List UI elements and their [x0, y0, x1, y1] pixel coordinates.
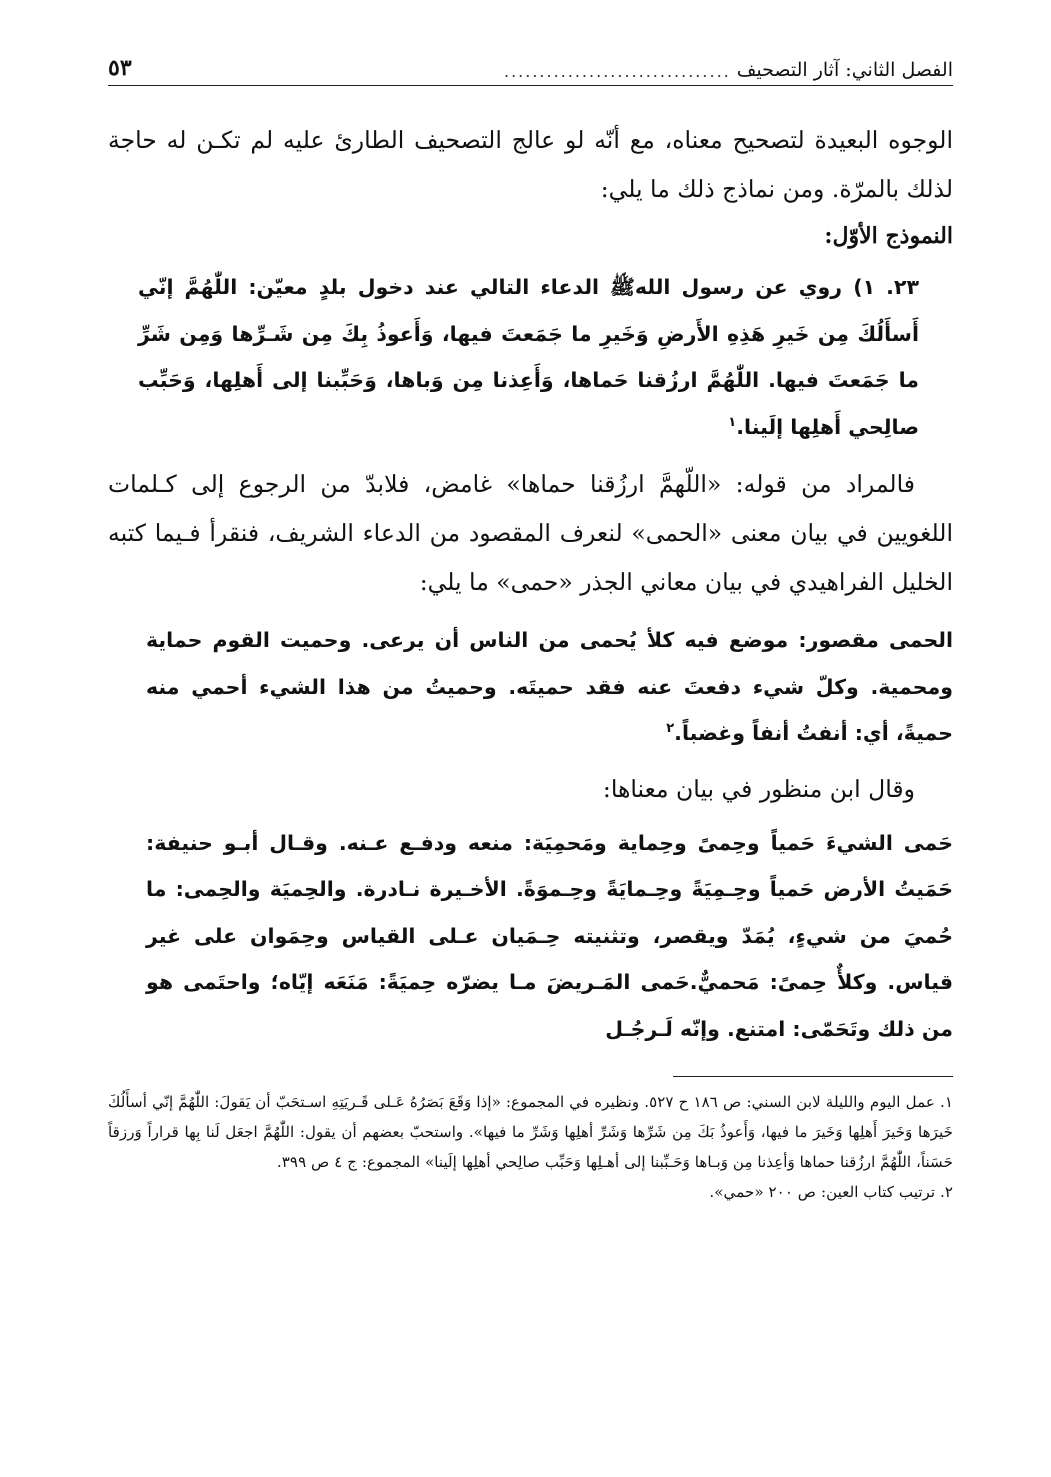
ibn-manzur-quote: حَمى الشيءَ حَمياً وحِمىً وحِماية ومَحمِيَة: منعه ودفـع عـنه. وقـال أبـو حنيفة: حَمَيتُ الأرض حَمياً وحِـمِيَةً وحِـمايَةً وحِـموَةً. الأخـيرة نـادرة. والحِميَة والحِمى: ما حُميَ من شيءٍ، يُمَدّ ويقصر، وتثنيته حِـمَيان عـلى القياس وحِمَوان على غير قياس. وكلأٌ حِمىً: مَحميٌّ.حَمى المَـريضَ مـا يضرّه حِميَةً: مَنَعَه إيّاه؛ واحتَمى هو من ذلك وتَحَمّى: امتنع. وإنّه لَـرجُـل: [146, 830, 953, 1041]
hadith-number: ٢٣. ١): [853, 275, 919, 299]
running-header: [108, 40, 953, 86]
page-number: ٥٣: [108, 55, 132, 81]
farahidi-quote: [108, 617, 953, 757]
footnote-ref-1[interactable]: ١: [728, 414, 737, 430]
section-heading: النموذج الأوّل:: [824, 223, 953, 249]
hadith-quote: [108, 264, 953, 450]
footnotes: [108, 1087, 953, 1207]
footnote-2: ٢. ترتيب كتاب العين: ص ٢٠٠ «حمي».: [709, 1183, 953, 1201]
footnote-ref-2[interactable]: ٢: [666, 721, 675, 737]
footnote-1: ١. عمل اليوم والليلة لابن السني: ص ١٨٦ ح ٥٢٧. ونظيره في المجموع: «إذا وَقَعَ بَصَرُهُ عَـلى قَـريَتِهِ اسـتحَبّ أن يَقولَ: اللّٰهُمَّ إنّي أسأَلُكَ خَيرَها وَخَيرَ أَهلِها وَخَيرَ ما فيها، وَأَعوذُ بَكَ مِن شَرِّها وَشَرِّ أهلِها وَشَرِّ ما فيها». واستحبّ بعضهم أن يقول: اللّٰهُمَّ اجعَل لَنا بِها قراراً وَرزقاً حَسَناً، اللّٰهُمَّ ارزُقنا حماها وَأعِذنا مِن وَبـاها وَحَـبِّبنا إلى أهـلِها وَحَبِّب صالِحي أهلِها إلَينا» المجموع: ج ٤ ص ٣٩٩.: [108, 1093, 953, 1171]
ibn-manzur-intro: وقال ابن منظور في بيان معناها:: [602, 774, 915, 803]
intro-paragraph: الوجوه البعيدة لتصحيح معناه، مع أنّه لو عالج التصحيف الطارئ عليه لم تكـن له حاجة لذلك بالمرّة. ومن نماذج ذلك ما يلي:: [108, 126, 953, 203]
chapter-title: الفصل الثاني: آثار التصحيف: [736, 59, 953, 81]
hadith-text: روي عن رسول اللهﷺ الدعاء التالي عند دخول بلدٍ معيّن: اللّٰهُمَّ إنّي أَسأَلُكَ مِن خَيرِ هَذِهِ الأَرضِ وَخَيرِ ما جَمَعتَ فيها، وَأَعوذُ بِكَ مِن شَـرِّها وَمِن شَرِّ ما جَمَعتَ فيها. اللّٰهُمَّ ارزُقنا حَماها، وَأَعِذنا مِن وَباها، وَحَبِّبنا إلى أَهلِها، وَحَبِّب صالِحي أَهلِها إلَينا.: [138, 275, 919, 439]
leader-dots: ................................: [503, 62, 731, 81]
farahidi-text: الحمى مقصور: موضع فيه كلأ يُحمى من الناس أن يرعى. وحميت القوم حماية ومحمية. وكلّ شيء دفعتَ عنه فقد حميتَه. وحميتُ من هذا الشيء أحمي منه حميةً، أي: أنفتُ أنفاً وغضباً.: [146, 628, 953, 745]
explanation-paragraph: فالمراد من قوله: «اللّهمَّ ارزُقنا حماها» غامض، فلابدّ من الرجوع إلى كـلمات اللغويين في بيان معنى «الحمى» لنعرف المقصود من الدعاء الشريف، فنقرأ فـيما كتبه الخليل الفراهيدي في بيان معاني الجذر «حمى» ما يلي:: [108, 470, 953, 596]
footnote-separator: [673, 1076, 953, 1077]
